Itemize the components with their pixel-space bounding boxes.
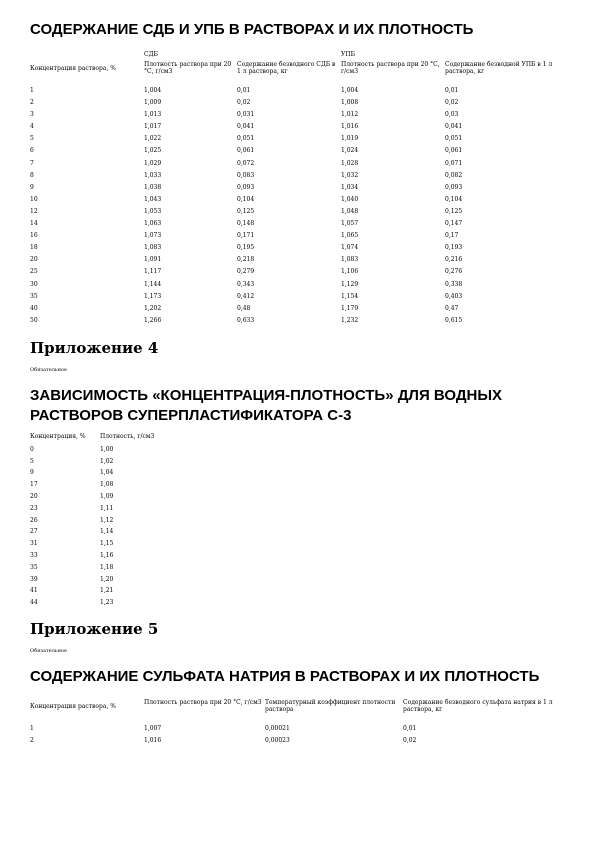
table-cell: 7 xyxy=(30,159,34,167)
table-cell: 0,17 xyxy=(445,232,459,240)
table-cell: 0,343 xyxy=(237,280,255,288)
table-cell: 1,106 xyxy=(341,268,359,276)
table-cell: 1,048 xyxy=(341,207,359,215)
table-cell: 0,171 xyxy=(237,232,255,240)
table-cell: 1,04 xyxy=(100,469,114,477)
column-header: Содержание безводного сульфата натрия в 1 л раствора, кг xyxy=(403,699,553,714)
table-group-row xyxy=(30,51,575,61)
column-header: Содержание безводного СДБ в 1 л раствора, кг xyxy=(237,61,336,75)
column-header: Содержание безводной УПБ в 1 л раствора, кг xyxy=(445,61,553,75)
table-cell: 50 xyxy=(30,316,38,324)
table-cell: 5 xyxy=(30,457,34,465)
table-cell: 16 xyxy=(30,232,38,240)
table-cell: 1,022 xyxy=(144,135,162,143)
table-cell: 1,129 xyxy=(341,280,359,288)
table-cell: 0,02 xyxy=(237,99,251,107)
column-header: Плотность раствора при 20 °С, г/см3 xyxy=(144,61,232,75)
table-cell: 0,093 xyxy=(445,183,463,191)
table-row xyxy=(30,587,170,599)
table-cell: 4 xyxy=(30,123,34,131)
table-cell: 0,104 xyxy=(237,195,255,203)
table-cell: 0,031 xyxy=(237,111,255,119)
table-cell: 1,02 xyxy=(100,457,114,465)
table-cell: 14 xyxy=(30,220,38,228)
table-cell: 1,20 xyxy=(100,575,114,583)
table-cell: 1,032 xyxy=(341,171,359,179)
table-cell: 0,216 xyxy=(445,256,463,264)
section1-title: СОДЕРЖАНИЕ СДБ И УПБ В РАСТВОРАХ И ИХ ПЛОТНОСТЬ xyxy=(30,21,474,38)
table-cell: 0,47 xyxy=(445,304,459,312)
table-cell: 1,12 xyxy=(100,516,114,524)
table-row xyxy=(30,196,575,208)
appendix4-title: ЗАВИСИМОСТЬ «КОНЦЕНТРАЦИЯ-ПЛОТНОСТЬ» ДЛЯ ВОДНЫХ РАСТВОРОВ СУПЕРПЛАСТИФИКАТОРА С-3 xyxy=(30,386,503,424)
table-cell: 44 xyxy=(30,599,38,607)
column-header: Концентрация, % xyxy=(30,432,86,440)
table-cell: 0,051 xyxy=(237,135,255,143)
table-cell: 1,009 xyxy=(144,99,162,107)
column-header: Температурный коэффициент плотности раствора xyxy=(265,699,396,714)
table-cell: 1,00 xyxy=(100,445,114,453)
table-cell: 17 xyxy=(30,481,38,489)
table-cell: 9 xyxy=(30,183,34,191)
table-row xyxy=(30,232,575,244)
table-cell: 1,063 xyxy=(144,220,162,228)
table-row xyxy=(30,540,170,552)
table-cell: 6 xyxy=(30,147,34,155)
table-cell: 23 xyxy=(30,504,38,512)
table-cell: 31 xyxy=(30,540,38,548)
table-cell: 1,179 xyxy=(341,304,359,312)
table-header-row xyxy=(30,699,575,725)
table-cell: 9 xyxy=(30,469,34,477)
table-cell: 1,09 xyxy=(100,493,114,501)
table-cell: 1,074 xyxy=(341,244,359,252)
table-cell: 1,21 xyxy=(100,587,114,595)
table-cell: 0,082 xyxy=(445,171,463,179)
table-cell: 8 xyxy=(30,171,34,179)
sdb-upb-table xyxy=(30,51,575,329)
table-cell: 12 xyxy=(30,207,38,215)
appendix5-title: СОДЕРЖАНИЕ СУЛЬФАТА НАТРИЯ В РАСТВОРАХ И ИХ ПЛОТНОСТЬ xyxy=(30,668,540,686)
table-cell: 3 xyxy=(30,111,34,119)
table-cell: 0,147 xyxy=(445,220,463,228)
table-row xyxy=(30,281,575,293)
table-row xyxy=(30,172,575,184)
table-cell: 0,041 xyxy=(445,123,463,131)
table-cell: 1,154 xyxy=(341,292,359,300)
table-cell: 0,01 xyxy=(445,87,459,94)
table-cell: 1,091 xyxy=(144,256,162,264)
table-row xyxy=(30,305,575,317)
table-cell: 1,173 xyxy=(144,292,162,300)
table-cell: 20 xyxy=(30,493,38,501)
table-cell: 1,117 xyxy=(144,268,162,276)
table-cell: 0,104 xyxy=(445,195,463,203)
table-cell: 0,338 xyxy=(445,280,463,288)
document-page xyxy=(30,0,575,748)
table-cell: 1,019 xyxy=(341,135,359,143)
appendix4-heading: Приложение 4 xyxy=(30,338,159,357)
table-cell: 1,033 xyxy=(144,171,162,179)
table-cell: 33 xyxy=(30,552,38,560)
table-cell: 1,11 xyxy=(100,504,114,512)
table-row xyxy=(30,87,575,99)
table-row xyxy=(30,564,170,576)
table-cell: 0,041 xyxy=(237,123,255,131)
table-row xyxy=(30,184,575,196)
table-cell: 1,043 xyxy=(144,195,162,203)
table-cell: 0,072 xyxy=(237,159,255,167)
table-cell: 0,00023 xyxy=(265,736,290,744)
table-cell: 1,14 xyxy=(100,528,114,536)
table-row xyxy=(30,599,170,611)
table-cell: 1,017 xyxy=(144,123,162,131)
table-row xyxy=(30,576,170,588)
table-cell: 1,057 xyxy=(341,220,359,228)
table-cell: 26 xyxy=(30,516,38,524)
table-cell: 1,012 xyxy=(341,111,359,119)
table-cell: 0,412 xyxy=(237,292,255,300)
table-row xyxy=(30,208,575,220)
table-row xyxy=(30,293,575,305)
table-cell: 1,016 xyxy=(144,736,162,744)
table-cell: 1,016 xyxy=(341,123,359,131)
table-cell: 1,18 xyxy=(100,563,114,571)
table-row xyxy=(30,517,170,529)
table-cell: 1,029 xyxy=(144,159,162,167)
table-cell: 0,071 xyxy=(445,159,463,167)
concentration-density-table xyxy=(30,433,170,611)
table-row xyxy=(30,123,575,135)
table-cell: 1,053 xyxy=(144,207,162,215)
table-row xyxy=(30,147,575,159)
table-cell: 2 xyxy=(30,99,34,107)
table-cell: 0,125 xyxy=(445,207,463,215)
table-cell: 1,024 xyxy=(341,147,359,155)
table-cell: 1,013 xyxy=(144,111,162,119)
table-cell: 0,093 xyxy=(237,183,255,191)
table-cell: 25 xyxy=(30,268,38,276)
table-cell: 1,028 xyxy=(341,159,359,167)
table-row xyxy=(30,552,170,564)
table-cell: 1,073 xyxy=(144,232,162,240)
table-cell: 0,061 xyxy=(445,147,463,155)
table-cell: 1,025 xyxy=(144,147,162,155)
table-cell: 41 xyxy=(30,587,38,595)
table-row xyxy=(30,244,575,256)
table-cell: 0,01 xyxy=(237,87,251,94)
table-row xyxy=(30,111,575,123)
table-row xyxy=(30,256,575,268)
table-row xyxy=(30,469,170,481)
table-cell: 2 xyxy=(30,736,34,744)
sodium-sulfate-table xyxy=(30,699,575,748)
table-cell: 20 xyxy=(30,256,38,264)
table-cell: 35 xyxy=(30,563,38,571)
table-row xyxy=(30,135,575,147)
table-cell: 1,007 xyxy=(144,725,162,733)
table-cell: 1,004 xyxy=(144,87,162,94)
table-cell: 1 xyxy=(30,725,34,733)
table-cell: 0,148 xyxy=(237,220,255,228)
table-cell: 30 xyxy=(30,280,38,288)
table-cell: 0,083 xyxy=(237,171,255,179)
table-row xyxy=(30,446,170,458)
column-header: Плотность, г/см3 xyxy=(100,432,155,440)
table-row xyxy=(30,317,575,329)
table-cell: 1,034 xyxy=(341,183,359,191)
table-cell: 0,403 xyxy=(445,292,463,300)
table-row xyxy=(30,505,170,517)
table-cell: 35 xyxy=(30,292,38,300)
table-cell: 0,218 xyxy=(237,256,255,264)
table-cell: 1,16 xyxy=(100,552,114,560)
table-cell: 1,083 xyxy=(144,244,162,252)
column-header: Концентрация раствора, % xyxy=(30,703,116,711)
table-cell: 1,15 xyxy=(100,540,114,548)
table-cell: 1 xyxy=(30,87,34,94)
table-row xyxy=(30,528,170,540)
table-header-row xyxy=(30,433,170,446)
table-cell: 1,144 xyxy=(144,280,162,288)
table-cell: 1,232 xyxy=(341,316,359,324)
table-row xyxy=(30,458,170,470)
table-cell: 0,02 xyxy=(403,736,417,744)
table-cell: 39 xyxy=(30,575,38,583)
appendix5-mandatory-label: Обязательное xyxy=(30,648,67,655)
table-cell: 0,615 xyxy=(445,316,463,324)
group-upb-label: УПБ xyxy=(341,51,355,58)
table-cell: 1,202 xyxy=(144,304,162,312)
column-header: Плотность раствора при 20 °С, г/см3 xyxy=(341,61,440,75)
table-cell: 0,48 xyxy=(237,304,251,312)
table-cell: 27 xyxy=(30,528,38,536)
table-cell: 5 xyxy=(30,135,34,143)
table-cell: 0,276 xyxy=(445,268,463,276)
table-cell: 0,02 xyxy=(445,99,459,107)
table-cell: 18 xyxy=(30,244,38,252)
table-cell: 1,040 xyxy=(341,195,359,203)
table-cell: 1,038 xyxy=(144,183,162,191)
table-cell: 0,193 xyxy=(445,244,463,252)
table-cell: 0,01 xyxy=(403,725,417,733)
table-cell: 0,03 xyxy=(445,111,459,119)
table-cell: 0,195 xyxy=(237,244,255,252)
table-cell: 1,008 xyxy=(341,99,359,107)
table-row xyxy=(30,160,575,172)
table-cell: 1,065 xyxy=(341,232,359,240)
table-cell: 1,083 xyxy=(341,256,359,264)
column-header: Плотность раствора при 20 °С, г/см3 xyxy=(144,699,262,707)
group-sdb-label: СДБ xyxy=(144,51,158,58)
table-cell: 0,279 xyxy=(237,268,255,276)
table-row xyxy=(30,725,575,737)
table-cell: 0 xyxy=(30,445,34,453)
appendix4-mandatory-label: Обязательное xyxy=(30,366,67,373)
table-cell: 1,004 xyxy=(341,87,359,94)
table-row xyxy=(30,268,575,280)
table-cell: 1,23 xyxy=(100,599,114,607)
table-cell: 0,051 xyxy=(445,135,463,143)
table-row xyxy=(30,220,575,232)
table-row xyxy=(30,481,170,493)
table-cell: 0,125 xyxy=(237,207,255,215)
table-cell: 0,061 xyxy=(237,147,255,155)
table-row xyxy=(30,493,170,505)
table-cell: 0,00021 xyxy=(265,725,290,733)
table-cell: 1,08 xyxy=(100,481,114,489)
table-row xyxy=(30,99,575,111)
table-row xyxy=(30,737,575,749)
appendix5-heading: Приложение 5 xyxy=(30,620,159,639)
table-header-row xyxy=(30,61,575,87)
table-cell: 40 xyxy=(30,304,38,312)
table-cell: 0,633 xyxy=(237,316,255,324)
table-cell: 10 xyxy=(30,195,38,203)
table-cell: 1,266 xyxy=(144,316,162,324)
column-header: Концентрация раствора, % xyxy=(30,65,116,72)
